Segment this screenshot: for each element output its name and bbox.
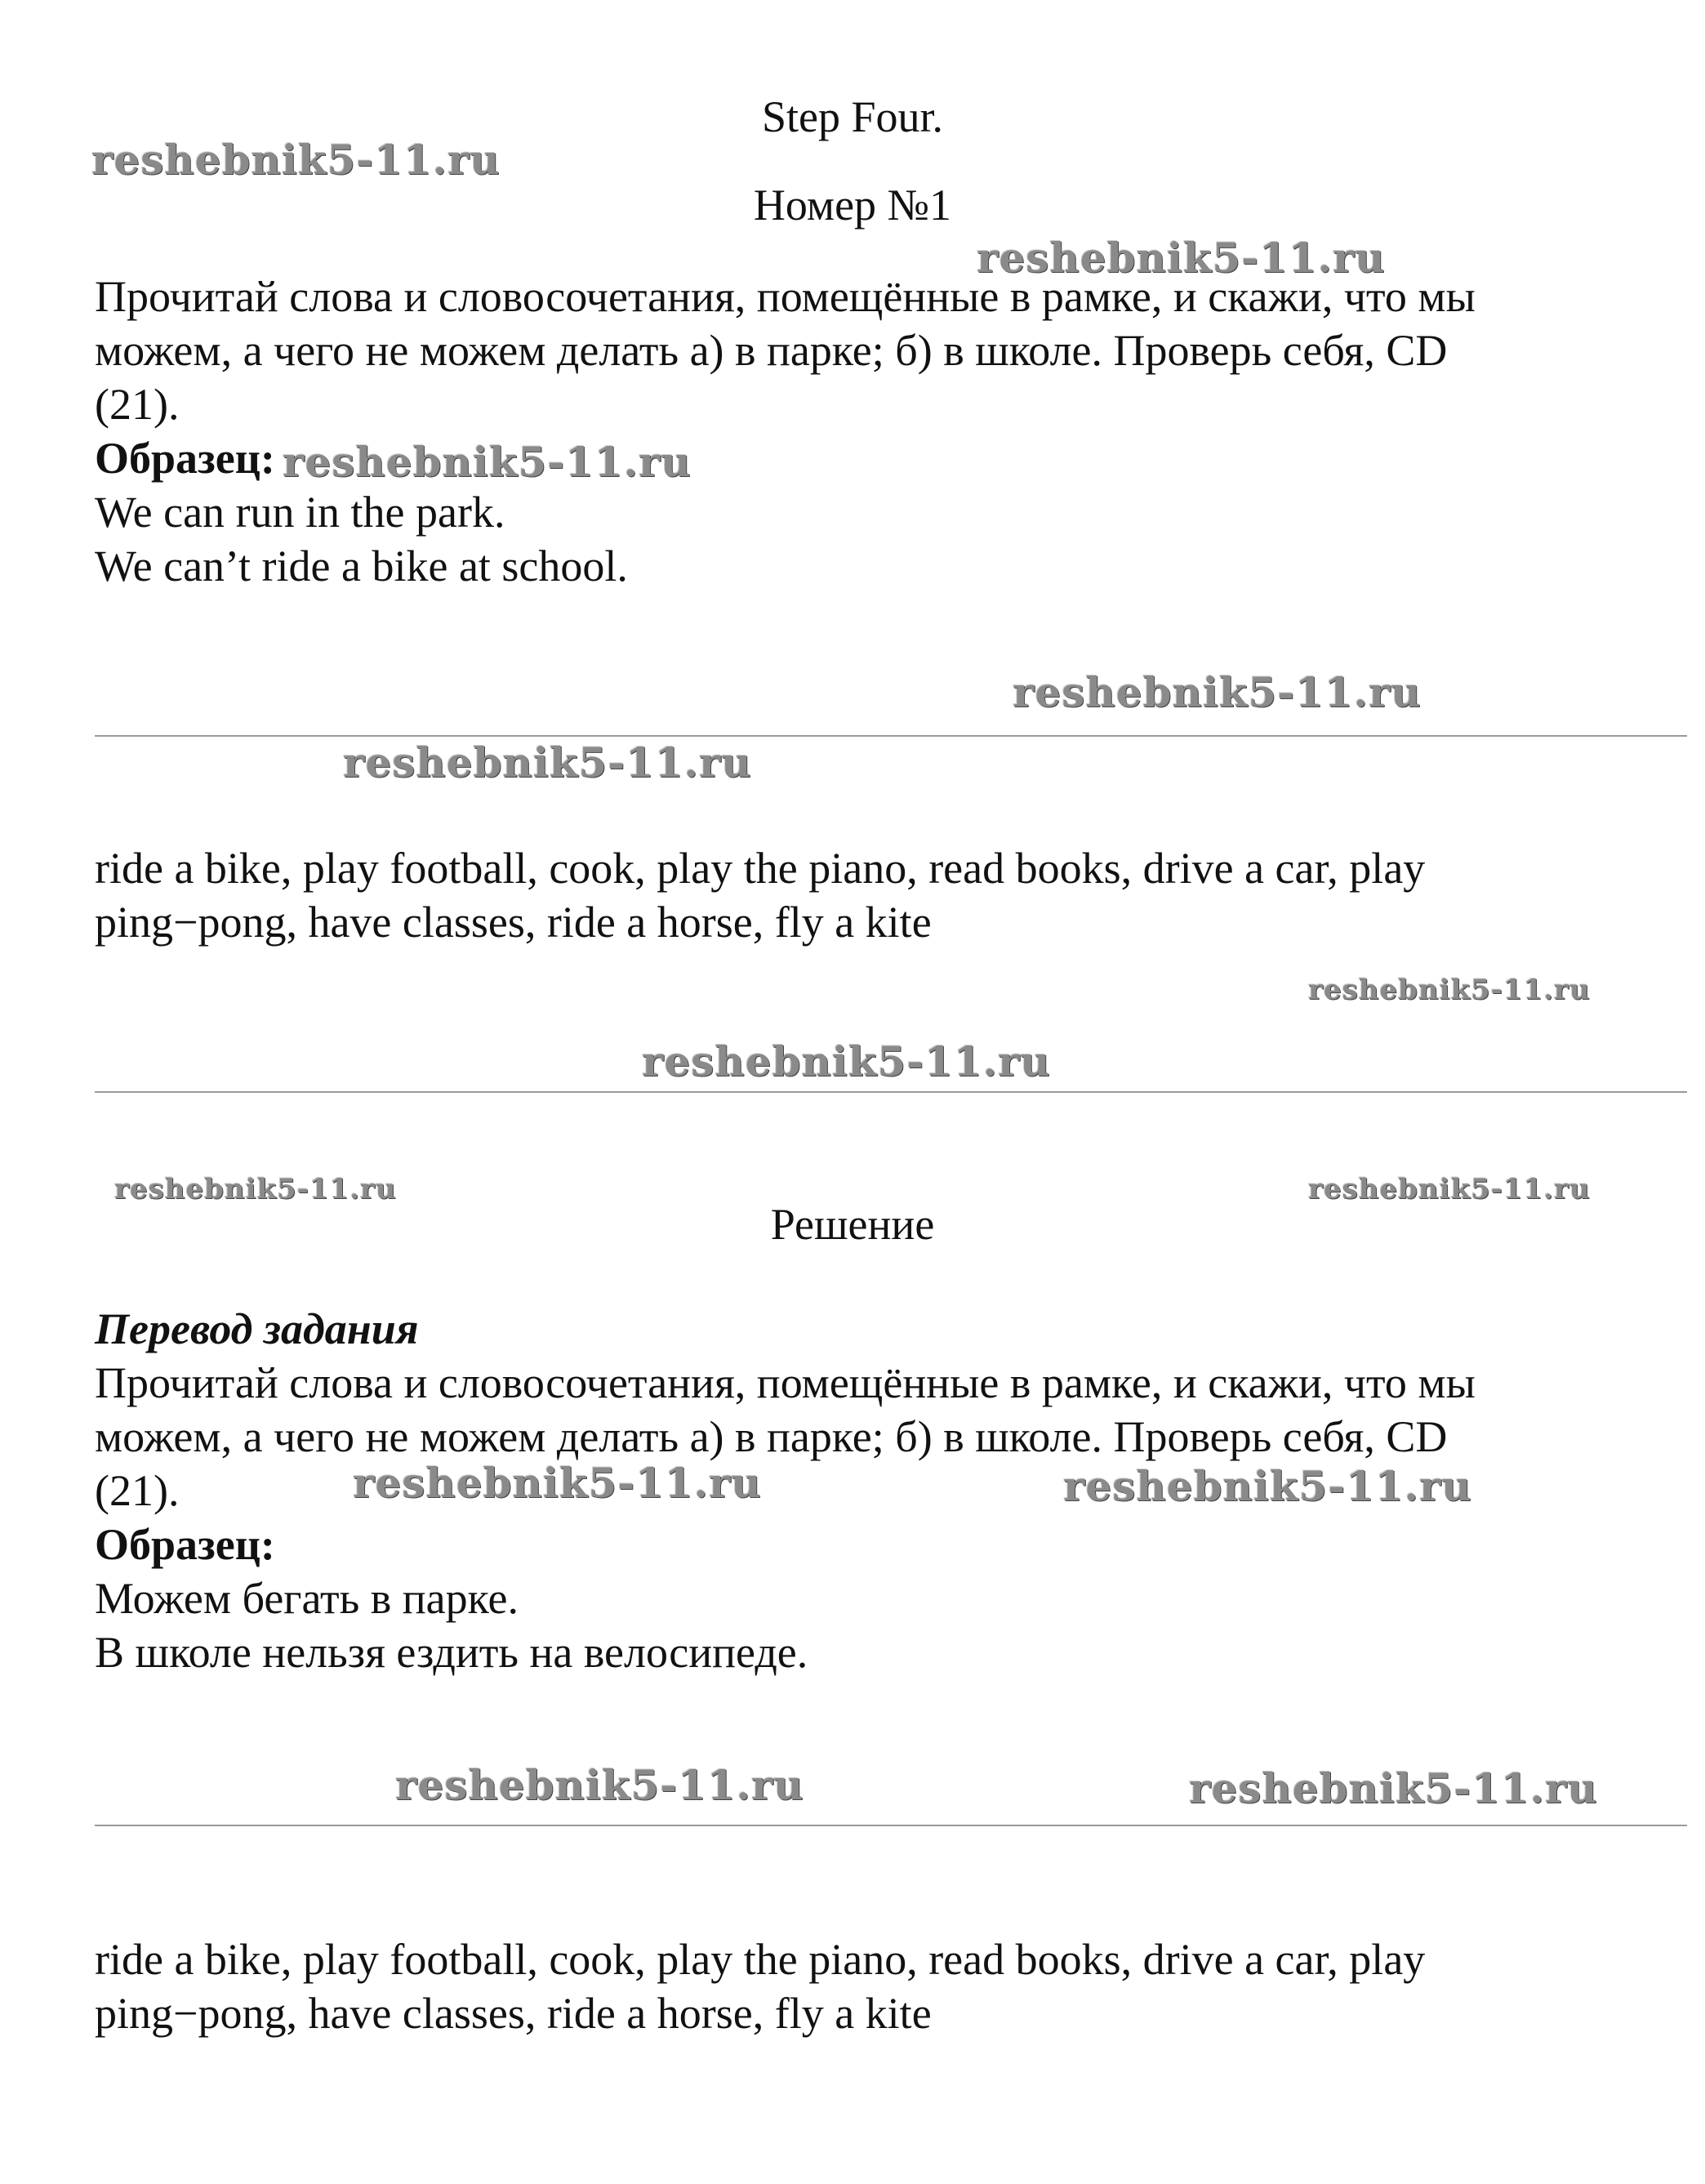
box-line-2: ping−pong, have classes, ride a horse, fly a kite: [95, 898, 932, 947]
page-title: Step Four.: [761, 92, 944, 141]
watermark: reshebnik5-11.ru: [977, 234, 1386, 282]
watermark: reshebnik5-11.ru: [91, 136, 501, 184]
box-line-1: ride a bike, play football, cook, play the piano, read books, drive a car, play: [95, 844, 1426, 893]
watermark: reshebnik5-11.ru: [1013, 668, 1422, 716]
translation-line-3: (21).: [95, 1466, 180, 1515]
sample-label: Образец:: [95, 434, 275, 483]
translation-line-2: можем, а чего не можем делать а) в парке; б) в школе. Проверь себя, CD: [95, 1412, 1448, 1461]
watermark: reshebnik5-11.ru: [114, 1173, 397, 1206]
task-line-1: Прочитай слова и словосочетания, помещённые в рамке, и скажи, что мы: [95, 272, 1476, 321]
sample-line-2: We can’t ride a bike at school.: [95, 542, 628, 591]
solution-sample-line-2: В школе нельзя ездить на велосипеде.: [95, 1628, 808, 1677]
watermark: reshebnik5-11.ru: [343, 738, 752, 787]
solution-heading: Решение: [770, 1200, 935, 1249]
watermark: reshebnik5-11.ru: [283, 438, 692, 486]
watermark: reshebnik5-11.ru: [1308, 1173, 1591, 1206]
box-bottom-rule: [95, 1091, 1687, 1093]
solution-box-line-1: ride a bike, play football, cook, play the piano, read books, drive a car, play: [95, 1935, 1426, 1984]
solution-sample-line-1: Можем бегать в парке.: [95, 1574, 519, 1623]
watermark: reshebnik5-11.ru: [642, 1037, 1051, 1085]
watermark: reshebnik5-11.ru: [395, 1761, 804, 1809]
solution-box-line-2: ping−pong, have classes, ride a horse, fly a kite: [95, 1989, 932, 2038]
watermark: reshebnik5-11.ru: [353, 1459, 762, 1507]
watermark: reshebnik5-11.ru: [1063, 1462, 1472, 1510]
sample-line-1: We can run in the park.: [95, 488, 505, 537]
solution-box-top-rule: [95, 1825, 1687, 1826]
task-line-3: (21).: [95, 380, 180, 429]
watermark: reshebnik5-11.ru: [1189, 1764, 1598, 1812]
translation-line-1: Прочитай слова и словосочетания, помещённые в рамке, и скажи, что мы: [95, 1358, 1476, 1407]
translation-label: Перевод задания: [95, 1304, 419, 1353]
box-top-rule: [95, 735, 1687, 737]
solution-sample-label: Образец:: [95, 1520, 275, 1569]
task-line-2: можем, а чего не можем делать а) в парке; б) в школе. Проверь себя, CD: [95, 326, 1448, 375]
exercise-number: Номер №1: [753, 181, 952, 230]
watermark: reshebnik5-11.ru: [1308, 974, 1591, 1006]
